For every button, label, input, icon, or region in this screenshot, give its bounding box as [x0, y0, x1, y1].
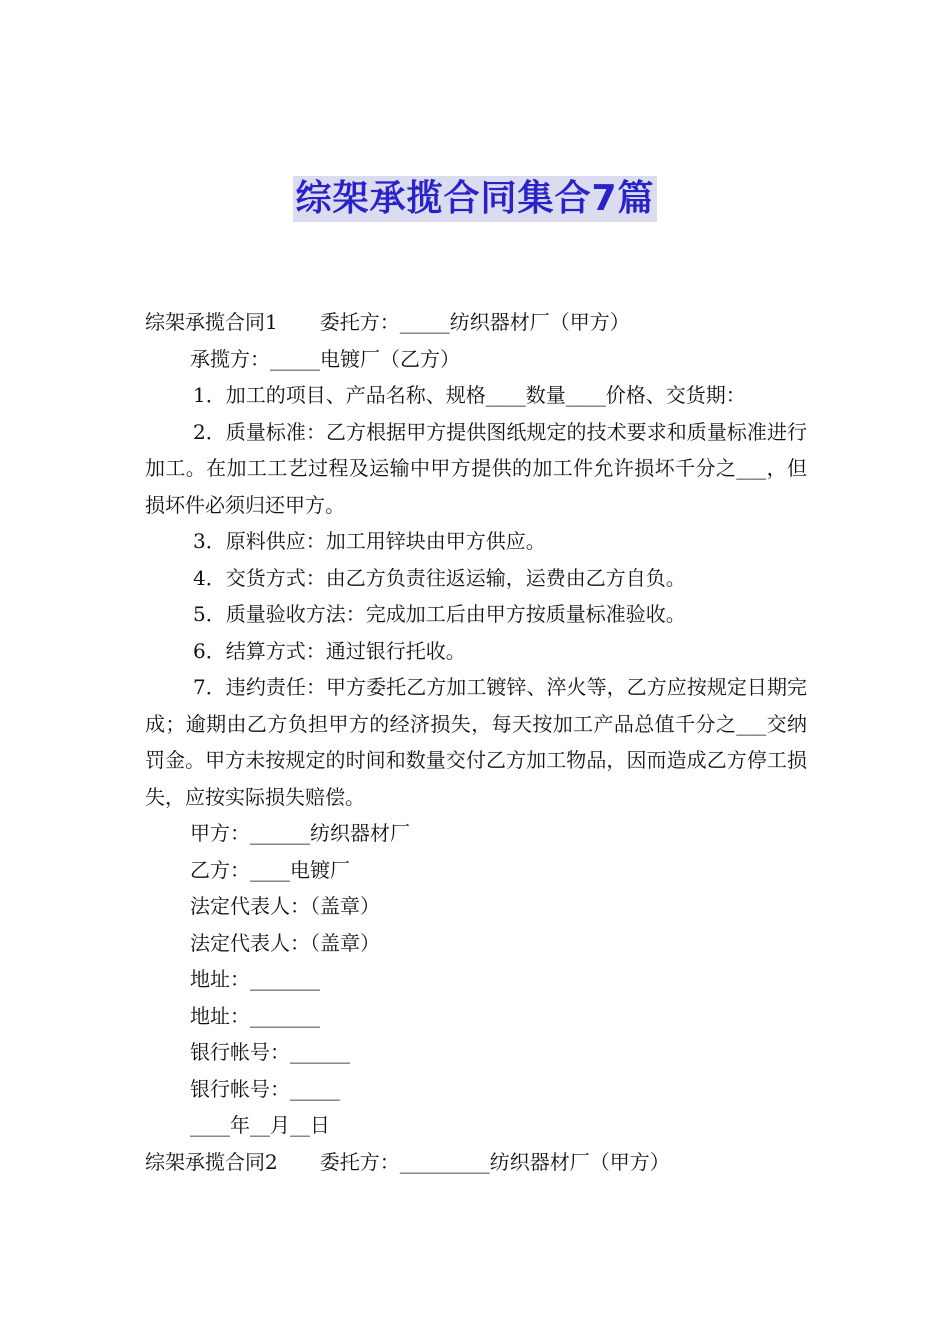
- contract-2-consignor: 委托方：_________纺织器材厂（甲方）: [319, 1149, 670, 1174]
- bank-account-a: 银行帐号：______: [190, 1040, 350, 1064]
- contract-2-header-line: [145, 1144, 807, 1181]
- clause-4: 4．交货方式：由乙方负责往返运输，运费由乙方自负。: [193, 565, 686, 590]
- document-title: 综架承揽合同集合7篇: [293, 176, 656, 222]
- clause-5: 5．质量验收方法：完成加工后由甲方按质量标准验收。: [193, 602, 686, 626]
- clause-7: 7．违约责任：甲方委托乙方加工镀锌、淬火等，乙方应按规定日期完成；逾期由乙方负担甲方的经济损失，每天按加工产品总值千分之___交纳罚金。甲方未按规定的时间和数量交付乙方加工物品，因而造成乙方停工损失，应按实际损失赔偿。: [145, 675, 807, 809]
- clause-3: 3．原料供应：加工用锌块由甲方供应。: [193, 529, 546, 553]
- legal-representative-a: 法定代表人：（盖章）: [190, 894, 380, 918]
- title-container: [0, 176, 950, 222]
- legal-representative-b: 法定代表人：（盖章）: [190, 930, 380, 955]
- contract-1-header-line: [145, 304, 807, 341]
- signature-party-a: 甲方：______纺织器材厂: [190, 821, 410, 845]
- clause-1: 1．加工的项目、产品名称、规格____数量____价格、交货期：: [193, 383, 746, 407]
- contract-1-contractor: 承揽方：_____电镀厂（乙方）: [190, 346, 460, 371]
- signature-party-b: 乙方：____电镀厂: [190, 857, 350, 882]
- clause-2: 2．质量标准：乙方根据甲方提供图纸规定的技术要求和质量标准进行加工。在加工工艺过程及运输中甲方提供的加工件允许损坏千分之___，但损坏件必须归还甲方。: [145, 419, 807, 517]
- clause-6: 6．结算方式：通过银行托收。: [193, 638, 466, 663]
- date-line: ____年__月__日: [190, 1113, 330, 1137]
- contract-1-consignor: 委托方：_____纺织器材厂（甲方）: [319, 310, 630, 334]
- document-body: [145, 304, 807, 1180]
- bank-account-b: 银行帐号：_____: [190, 1076, 340, 1101]
- contract-2-heading: 综架承揽合同2: [145, 1149, 278, 1174]
- contract-1-heading: 综架承揽合同1: [145, 310, 278, 334]
- address-a: 地址：_______: [190, 967, 320, 991]
- address-b: 地址：_______: [190, 1003, 320, 1028]
